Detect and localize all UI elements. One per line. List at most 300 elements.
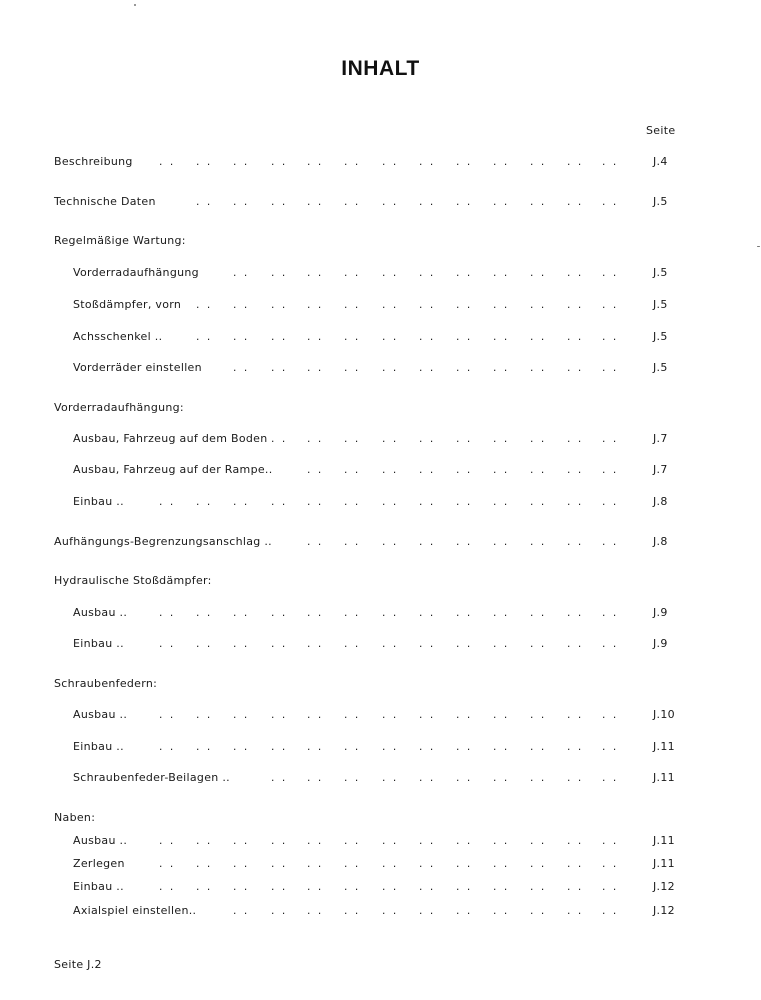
leader-dot-pair: . . — [232, 711, 249, 721]
leader-dot-pair: . . — [195, 198, 212, 208]
toc-entry — [0, 266, 761, 282]
leader-dot-pair: . . — [306, 837, 323, 847]
leader-dot-pair: . . — [418, 907, 435, 917]
leader-dots — [0, 904, 761, 920]
leader-dot-pair: . . — [418, 640, 435, 650]
leader-dot-pair: . . — [418, 860, 435, 870]
leader-dot-pair: . . — [418, 269, 435, 279]
leader-dots — [0, 495, 761, 511]
leader-dot-pair: . . — [306, 466, 323, 476]
leader-dot-pair: . . — [529, 466, 546, 476]
leader-dot-pair: . . — [601, 860, 618, 870]
leader-dot-pair: . . — [492, 743, 509, 753]
leader-dot-pair: . . — [529, 435, 546, 445]
toc-entry — [0, 463, 761, 479]
leader-dot-pair: . . — [492, 158, 509, 168]
leader-dot-pair: . . — [418, 466, 435, 476]
leader-dot-pair: . . — [455, 609, 472, 619]
leader-dot-pair: . . — [529, 743, 546, 753]
toc-entry-page: J.11 — [653, 857, 675, 870]
leader-dot-pair: . . — [529, 158, 546, 168]
leader-dot-pair: . . — [418, 711, 435, 721]
leader-dot-pair: . . — [306, 538, 323, 548]
leader-dot-pair: . . — [270, 198, 287, 208]
toc-entry-label: Aufhängungs-Begrenzungsanschlag .. — [54, 535, 272, 548]
toc-entry-page: J.9 — [653, 637, 668, 650]
leader-dot-pair: . . — [343, 198, 360, 208]
leader-dot-pair: . . — [529, 498, 546, 508]
leader-dot-pair: . . — [455, 466, 472, 476]
leader-dot-pair: . . — [492, 907, 509, 917]
toc-entry-label: Naben: — [54, 811, 96, 824]
toc-entry — [0, 606, 761, 622]
leader-dot-pair: . . — [343, 364, 360, 374]
toc-entry — [0, 740, 761, 756]
leader-dot-pair: . . — [418, 538, 435, 548]
leader-dot-pair: . . — [601, 498, 618, 508]
leader-dot-pair: . . — [270, 711, 287, 721]
leader-dot-pair: . . — [601, 883, 618, 893]
toc-entry-label: Einbau .. — [73, 740, 124, 753]
leader-dot-pair: . . — [195, 837, 212, 847]
leader-dot-pair: . . — [270, 640, 287, 650]
leader-dot-pair: . . — [455, 860, 472, 870]
leader-dot-pair: . . — [343, 743, 360, 753]
leader-dot-pair: . . — [306, 883, 323, 893]
leader-dot-pair: . . — [601, 640, 618, 650]
toc-entry — [0, 298, 761, 314]
leader-dot-pair: . . — [601, 158, 618, 168]
leader-dot-pair: . . — [601, 269, 618, 279]
toc-entry-label: Achsschenkel .. — [73, 330, 163, 343]
leader-dot-pair: . . — [601, 538, 618, 548]
toc-entry-page: J.9 — [653, 606, 668, 619]
leader-dot-pair: . . — [306, 198, 323, 208]
leader-dot-pair: . . — [343, 435, 360, 445]
leader-dot-pair: . . — [270, 435, 287, 445]
leader-dot-pair: . . — [418, 609, 435, 619]
leader-dot-pair: . . — [601, 711, 618, 721]
toc-entry-page: J.5 — [653, 266, 668, 279]
leader-dots — [0, 535, 761, 551]
leader-dot-pair: . . — [566, 837, 583, 847]
leader-dot-pair: . . — [455, 198, 472, 208]
toc-entry — [0, 771, 761, 787]
leader-dot-pair: . . — [566, 269, 583, 279]
leader-dot-pair: . . — [455, 301, 472, 311]
leader-dot-pair: . . — [492, 269, 509, 279]
leader-dot-pair: . . — [306, 269, 323, 279]
leader-dot-pair: . . — [455, 435, 472, 445]
toc-entry-label: Ausbau .. — [73, 708, 128, 721]
leader-dot-pair: . . — [232, 301, 249, 311]
toc-entry — [0, 330, 761, 346]
leader-dot-pair: . . — [381, 609, 398, 619]
toc-entry — [0, 155, 761, 171]
leader-dot-pair: . . — [601, 364, 618, 374]
page-title: INHALT — [341, 57, 420, 80]
leader-dot-pair: . . — [492, 860, 509, 870]
toc-entry-label: Technische Daten — [54, 195, 156, 208]
leader-dot-pair: . . — [381, 743, 398, 753]
leader-dot-pair: . . — [232, 640, 249, 650]
leader-dot-pair: . . — [455, 883, 472, 893]
leader-dot-pair: . . — [601, 774, 618, 784]
leader-dot-pair: . . — [232, 364, 249, 374]
toc-entry — [0, 904, 761, 920]
toc-entry — [0, 880, 761, 896]
leader-dot-pair: . . — [601, 743, 618, 753]
toc-entry-label: Axialspiel einstellen.. — [73, 904, 197, 917]
leader-dots — [0, 637, 761, 653]
leader-dot-pair: . . — [529, 640, 546, 650]
leader-dot-pair: . . — [529, 538, 546, 548]
toc-entry-label: Beschreibung — [54, 155, 133, 168]
leader-dot-pair: . . — [195, 333, 212, 343]
leader-dot-pair: . . — [381, 538, 398, 548]
leader-dot-pair: . . — [195, 301, 212, 311]
leader-dots — [0, 834, 761, 850]
leader-dot-pair: . . — [343, 883, 360, 893]
leader-dot-pair: . . — [306, 435, 323, 445]
toc-entry-label: Ausbau .. — [73, 606, 128, 619]
leader-dot-pair: . . — [381, 301, 398, 311]
leader-dot-pair: . . — [158, 158, 175, 168]
leader-dot-pair: . . — [566, 774, 583, 784]
toc-entry-page: J.12 — [653, 904, 675, 917]
toc-entry-page: J.12 — [653, 880, 675, 893]
leader-dot-pair: . . — [492, 498, 509, 508]
leader-dot-pair: . . — [529, 364, 546, 374]
leader-dot-pair: . . — [195, 640, 212, 650]
leader-dot-pair: . . — [381, 435, 398, 445]
leader-dots — [0, 708, 761, 724]
toc-entry-label: Einbau .. — [73, 637, 124, 650]
leader-dot-pair: . . — [270, 498, 287, 508]
leader-dots — [0, 606, 761, 622]
scan-speck — [134, 4, 136, 6]
leader-dot-pair: . . — [158, 837, 175, 847]
toc-entry — [0, 637, 761, 653]
toc-entry — [0, 361, 761, 377]
toc-entry-label: Ausbau, Fahrzeug auf dem Boden — [73, 432, 268, 445]
leader-dot-pair: . . — [492, 837, 509, 847]
leader-dot-pair: . . — [195, 158, 212, 168]
leader-dots — [0, 330, 761, 346]
toc-entry-label: Schraubenfeder-Beilagen .. — [73, 771, 230, 784]
leader-dot-pair: . . — [232, 498, 249, 508]
leader-dot-pair: . . — [270, 883, 287, 893]
leader-dot-pair: . . — [566, 498, 583, 508]
leader-dot-pair: . . — [232, 198, 249, 208]
leader-dot-pair: . . — [232, 743, 249, 753]
page-column-header: Seite — [646, 124, 676, 137]
leader-dot-pair: . . — [601, 466, 618, 476]
leader-dot-pair: . . — [455, 269, 472, 279]
toc-entry — [0, 857, 761, 873]
leader-dot-pair: . . — [601, 333, 618, 343]
toc-entry-label: Hydraulische Stoßdämpfer: — [54, 574, 212, 587]
toc-entry — [0, 495, 761, 511]
leader-dot-pair: . . — [418, 198, 435, 208]
leader-dot-pair: . . — [492, 301, 509, 311]
leader-dots — [0, 857, 761, 873]
leader-dot-pair: . . — [232, 837, 249, 847]
leader-dot-pair: . . — [343, 538, 360, 548]
toc-entry-label: Ausbau, Fahrzeug auf der Rampe.. — [73, 463, 273, 476]
leader-dot-pair: . . — [270, 364, 287, 374]
toc-entry-label: Schraubenfedern: — [54, 677, 158, 690]
leader-dot-pair: . . — [306, 301, 323, 311]
leader-dot-pair: . . — [306, 158, 323, 168]
leader-dot-pair: . . — [158, 498, 175, 508]
leader-dot-pair: . . — [195, 860, 212, 870]
toc-entry-page: J.7 — [653, 463, 668, 476]
leader-dot-pair: . . — [270, 301, 287, 311]
leader-dot-pair: . . — [492, 198, 509, 208]
leader-dot-pair: . . — [306, 609, 323, 619]
toc-entry-page: J.5 — [653, 298, 668, 311]
toc-entry — [0, 535, 761, 551]
toc-entry-page: J.5 — [653, 330, 668, 343]
leader-dot-pair: . . — [418, 158, 435, 168]
leader-dots — [0, 463, 761, 479]
leader-dot-pair: . . — [381, 333, 398, 343]
leader-dot-pair: . . — [343, 774, 360, 784]
leader-dots — [0, 266, 761, 282]
leader-dot-pair: . . — [492, 883, 509, 893]
leader-dots — [0, 432, 761, 448]
toc-entry-page: J.7 — [653, 432, 668, 445]
leader-dots — [0, 771, 761, 787]
leader-dot-pair: . . — [529, 774, 546, 784]
leader-dot-pair: . . — [232, 158, 249, 168]
leader-dot-pair: . . — [270, 774, 287, 784]
leader-dot-pair: . . — [455, 333, 472, 343]
leader-dot-pair: . . — [529, 609, 546, 619]
leader-dots — [0, 298, 761, 314]
leader-dot-pair: . . — [492, 538, 509, 548]
leader-dot-pair: . . — [566, 640, 583, 650]
leader-dot-pair: . . — [418, 301, 435, 311]
leader-dot-pair: . . — [529, 269, 546, 279]
toc-entry-label: Ausbau .. — [73, 834, 128, 847]
leader-dot-pair: . . — [381, 158, 398, 168]
leader-dot-pair: . . — [418, 333, 435, 343]
leader-dot-pair: . . — [270, 269, 287, 279]
leader-dot-pair: . . — [343, 860, 360, 870]
toc-entry — [0, 195, 761, 211]
toc-entry-page: J.5 — [653, 195, 668, 208]
leader-dot-pair: . . — [566, 860, 583, 870]
leader-dot-pair: . . — [343, 640, 360, 650]
leader-dot-pair: . . — [232, 883, 249, 893]
leader-dot-pair: . . — [232, 609, 249, 619]
leader-dot-pair: . . — [492, 774, 509, 784]
leader-dot-pair: . . — [418, 743, 435, 753]
leader-dot-pair: . . — [381, 269, 398, 279]
leader-dot-pair: . . — [455, 774, 472, 784]
leader-dot-pair: . . — [306, 711, 323, 721]
toc-entry-page: J.8 — [653, 535, 668, 548]
leader-dot-pair: . . — [455, 837, 472, 847]
leader-dot-pair: . . — [158, 609, 175, 619]
leader-dot-pair: . . — [381, 498, 398, 508]
leader-dot-pair: . . — [455, 364, 472, 374]
toc-entry-label: Einbau .. — [73, 880, 124, 893]
leader-dot-pair: . . — [455, 498, 472, 508]
leader-dot-pair: . . — [270, 743, 287, 753]
leader-dot-pair: . . — [566, 711, 583, 721]
leader-dot-pair: . . — [306, 774, 323, 784]
toc-entry-page: J.11 — [653, 771, 675, 784]
leader-dot-pair: . . — [418, 837, 435, 847]
toc-entry-page: J.11 — [653, 740, 675, 753]
leader-dot-pair: . . — [306, 860, 323, 870]
leader-dot-pair: . . — [343, 158, 360, 168]
leader-dot-pair: . . — [343, 466, 360, 476]
leader-dot-pair: . . — [492, 640, 509, 650]
leader-dot-pair: . . — [529, 907, 546, 917]
toc-entry — [0, 432, 761, 448]
leader-dot-pair: . . — [195, 609, 212, 619]
leader-dot-pair: . . — [566, 435, 583, 445]
leader-dot-pair: . . — [566, 743, 583, 753]
leader-dot-pair: . . — [529, 711, 546, 721]
toc-section-heading — [0, 234, 761, 250]
leader-dot-pair: . . — [306, 333, 323, 343]
leader-dot-pair: . . — [195, 743, 212, 753]
leader-dot-pair: . . — [566, 333, 583, 343]
leader-dot-pair: . . — [529, 837, 546, 847]
leader-dot-pair: . . — [455, 158, 472, 168]
toc-entry-label: Einbau .. — [73, 495, 124, 508]
leader-dot-pair: . . — [492, 435, 509, 445]
leader-dot-pair: . . — [195, 883, 212, 893]
leader-dot-pair: . . — [270, 609, 287, 619]
leader-dot-pair: . . — [418, 883, 435, 893]
leader-dots — [0, 155, 761, 171]
leader-dot-pair: . . — [601, 609, 618, 619]
leader-dot-pair: . . — [158, 883, 175, 893]
leader-dot-pair: . . — [343, 269, 360, 279]
leader-dot-pair: . . — [158, 640, 175, 650]
leader-dot-pair: . . — [232, 269, 249, 279]
leader-dot-pair: . . — [232, 860, 249, 870]
toc-entry-label: Zerlegen — [73, 857, 125, 870]
leader-dot-pair: . . — [566, 538, 583, 548]
leader-dot-pair: . . — [158, 711, 175, 721]
toc-section-heading — [0, 401, 761, 417]
leader-dots — [0, 880, 761, 896]
leader-dot-pair: . . — [492, 333, 509, 343]
leader-dot-pair: . . — [455, 640, 472, 650]
leader-dot-pair: . . — [529, 301, 546, 311]
leader-dot-pair: . . — [566, 364, 583, 374]
toc-entry-label: Vorderradaufhängung — [73, 266, 199, 279]
leader-dot-pair: . . — [601, 198, 618, 208]
leader-dot-pair: . . — [529, 860, 546, 870]
leader-dot-pair: . . — [455, 538, 472, 548]
leader-dot-pair: . . — [381, 198, 398, 208]
toc-entry — [0, 708, 761, 724]
leader-dot-pair: . . — [566, 198, 583, 208]
leader-dot-pair: . . — [343, 333, 360, 343]
leader-dot-pair: . . — [232, 333, 249, 343]
leader-dot-pair: . . — [195, 498, 212, 508]
leader-dot-pair: . . — [566, 466, 583, 476]
leader-dot-pair: . . — [566, 158, 583, 168]
leader-dot-pair: . . — [306, 364, 323, 374]
leader-dot-pair: . . — [381, 711, 398, 721]
leader-dot-pair: . . — [306, 743, 323, 753]
leader-dot-pair: . . — [566, 301, 583, 311]
toc-section-heading — [0, 811, 761, 827]
toc-entry-page: J.11 — [653, 834, 675, 847]
leader-dot-pair: . . — [381, 774, 398, 784]
toc-entry-label: Vorderradaufhängung: — [54, 401, 184, 414]
leader-dot-pair: . . — [232, 907, 249, 917]
leader-dot-pair: . . — [455, 711, 472, 721]
leader-dot-pair: . . — [306, 498, 323, 508]
leader-dot-pair: . . — [566, 609, 583, 619]
leader-dot-pair: . . — [529, 883, 546, 893]
leader-dot-pair: . . — [381, 860, 398, 870]
leader-dots — [0, 740, 761, 756]
leader-dot-pair: . . — [306, 640, 323, 650]
leader-dot-pair: . . — [418, 498, 435, 508]
leader-dot-pair: . . — [455, 743, 472, 753]
leader-dot-pair: . . — [492, 364, 509, 374]
leader-dot-pair: . . — [566, 883, 583, 893]
leader-dot-pair: . . — [158, 860, 175, 870]
leader-dot-pair: . . — [381, 364, 398, 374]
leader-dot-pair: . . — [381, 837, 398, 847]
leader-dot-pair: . . — [418, 774, 435, 784]
leader-dot-pair: . . — [418, 364, 435, 374]
leader-dot-pair: . . — [343, 711, 360, 721]
leader-dot-pair: . . — [270, 860, 287, 870]
leader-dot-pair: . . — [566, 907, 583, 917]
leader-dot-pair: . . — [195, 711, 212, 721]
leader-dot-pair: . . — [343, 907, 360, 917]
leader-dots — [0, 361, 761, 377]
leader-dot-pair: . . — [343, 301, 360, 311]
page-footer: Seite J.2 — [54, 958, 102, 971]
leader-dot-pair: . . — [306, 907, 323, 917]
leader-dot-pair: . . — [381, 640, 398, 650]
leader-dot-pair: . . — [529, 333, 546, 343]
leader-dot-pair: . . — [601, 837, 618, 847]
leader-dot-pair: . . — [601, 301, 618, 311]
leader-dot-pair: . . — [158, 743, 175, 753]
leader-dot-pair: . . — [270, 158, 287, 168]
leader-dot-pair: . . — [270, 333, 287, 343]
toc-entry-label: Vorderräder einstellen — [73, 361, 202, 374]
leader-dot-pair: . . — [492, 609, 509, 619]
leader-dot-pair: . . — [381, 466, 398, 476]
leader-dot-pair: . . — [418, 435, 435, 445]
toc-entry-label: Regelmäßige Wartung: — [54, 234, 186, 247]
leader-dot-pair: . . — [455, 907, 472, 917]
toc-entry-page: J.4 — [653, 155, 668, 168]
leader-dots — [0, 195, 761, 211]
toc-entry — [0, 834, 761, 850]
leader-dot-pair: . . — [492, 466, 509, 476]
toc-entry-page: J.8 — [653, 495, 668, 508]
toc-entry-page: J.5 — [653, 361, 668, 374]
leader-dot-pair: . . — [381, 883, 398, 893]
